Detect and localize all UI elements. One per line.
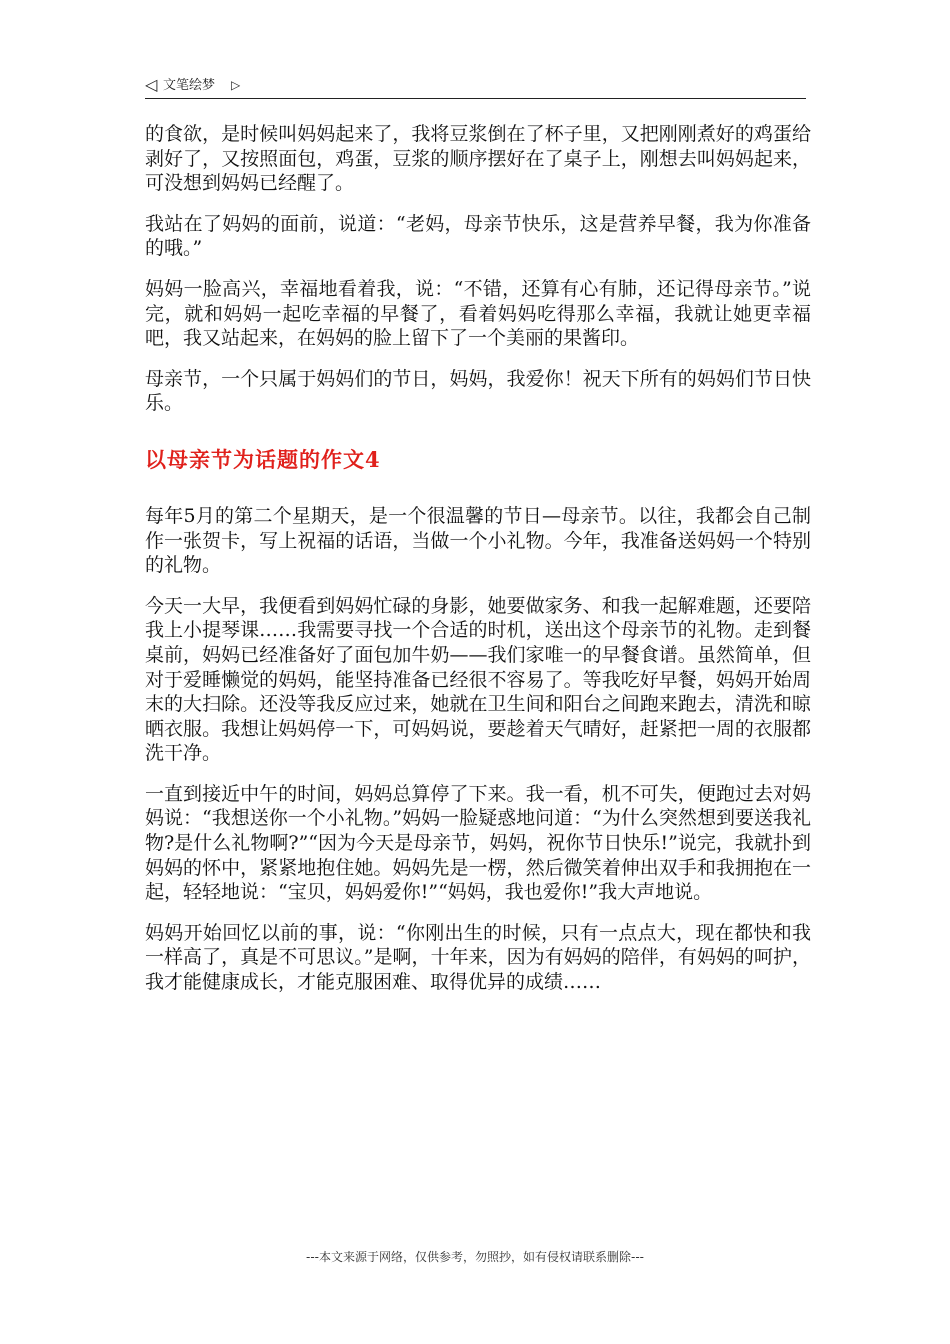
paragraph: 的食欲，是时候叫妈妈起来了，我将豆浆倒在了杯子里，又把刚刚煮好的鸡蛋给剥好了，又按照面包，鸡蛋，豆浆的顺序摆好在了桌子上，刚想去叫妈妈起来，可没想到妈妈已经醒了。 (145, 123, 811, 195)
paragraph: 今天一大早，我便看到妈妈忙碌的身影，她要做家务、和我一起解难题，还要陪我上小提琴课……我需要寻找一个合适的时机，送出这个母亲节的礼物。走到餐桌前，妈妈已经准备好了面包加牛奶——我们家唯一的早餐食谱。虽然简单，但对于爱睡懒觉的妈妈，能坚持准备已经很不容易了。等我吃好早餐，妈妈开始周末的大扫除。还没等我反应过来，她就在卫生间和阳台之间跑来跑去，清洗和晾晒衣服。我想让妈妈停一下，可妈妈说，要趁着天气晴好，赶紧把一周的衣服都洗干净。 (145, 594, 811, 765)
paragraph: 一直到接近中午的时间，妈妈总算停了下来。我一看，机不可失，便跑过去对妈妈说：“我想送你一个小礼物。”妈妈一脸疑惑地问道：“为什么突然想到要送我礼物?是什么礼物啊?”“因为今天是母亲节，妈妈，祝你节日快乐!”说完，我就扑到妈妈的怀中，紧紧地抱住她。妈妈先是一楞，然后微笑着伸出双手和我拥抱在一起，轻轻地说：“宝贝，妈妈爱你!”“妈妈，我也爱你!”我大声地说。 (145, 782, 811, 904)
page-header (145, 74, 806, 99)
header-brand: 文笔绘梦 (163, 78, 216, 93)
paragraph: 母亲节，一个只属于妈妈们的节日，妈妈，我爱你！祝天下所有的妈妈们节日快乐。 (145, 367, 811, 415)
triangle-right-icon: ▷ (231, 78, 241, 92)
paragraph: 每年5月的第二个星期天，是一个很温馨的节日—母亲节。以往，我都会自己制作一张贺卡，写上祝福的话语，当做一个小礼物。今年，我准备送妈妈一个特别的礼物。 (145, 504, 811, 577)
paragraph: 我站在了妈妈的面前，说道：“老妈，母亲节快乐，这是营养早餐，我为你准备的哦。” (145, 212, 811, 260)
triangle-left-icon: ◁ (145, 75, 158, 94)
paragraph: 妈妈一脸高兴，幸福地看着我，说：“不错，还算有心有肺，还记得母亲节。”说完，就和妈妈一起吃幸福的早餐了，看着妈妈吃得那么幸福，我就让她更幸福吧，我又站起来，在妈妈的脸上留下了一个美丽的果酱印。 (145, 277, 811, 350)
page-footer: ---本文来源于网络，仅供参考，勿照抄，如有侵权请联系删除--- (306, 1250, 644, 1264)
section-heading: 以母亲节为话题的作文4 (145, 446, 381, 472)
paragraph: 妈妈开始回忆以前的事，说：“你刚出生的时候，只有一点点大，现在都快和我一样高了，真是不可思议。”是啊，十年来，因为有妈妈的陪伴，有妈妈的呵护，我才能健康成长，才能克服困难、取得优异的成绩…… (145, 921, 811, 994)
document-body (145, 122, 811, 1011)
